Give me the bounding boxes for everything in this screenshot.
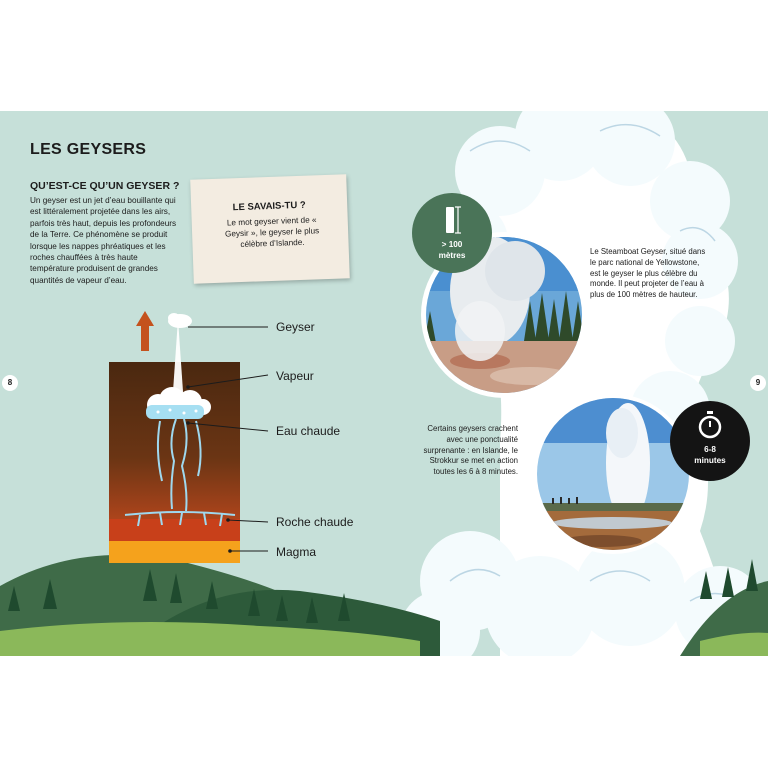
geyser-diagram (100, 301, 360, 581)
note-title: LE SAVAIS-TU ? (232, 199, 306, 214)
magma-layer (109, 541, 240, 563)
label-roche-chaude: Roche chaude (276, 515, 354, 529)
section-heading: QU’EST-CE QU’UN GEYSER ? (30, 180, 180, 192)
interval-badge (670, 401, 750, 481)
did-you-know-note (190, 174, 350, 283)
height-badge (412, 193, 492, 273)
up-arrow-icon (136, 311, 154, 351)
ruler-icon (443, 206, 463, 234)
label-magma: Magma (276, 545, 317, 559)
height-unit: mètres (438, 251, 466, 260)
intro-text: Un geyser est un jet d’eau bouillante qui est littéralement projetée dans les airs, parfois très haut, depuis les profondeurs de la Terre. Ce phénomène se produit lorsque les nappes phréatiques et les roches chauffées à très haute température produisent de grandes quantités de vapeur d’eau. (30, 196, 177, 285)
note-text: Le mot geyser vient de « Geysir », le geyser le plus célèbre d’Islande. (224, 215, 320, 250)
height-value: > 100 (441, 240, 463, 249)
page-title: LES GEYSERS (30, 141, 147, 158)
strokkur-caption: Certains geysers crachent avec une ponctualité surprenante : en Islande, le Strokkur se met en action toutes les 6 à 8 minutes. (423, 424, 518, 477)
steamboat-caption: Le Steamboat Geyser, situé dans le parc national de Yellowstone, est le geyser le plus célèbre du monde. Il peut projeter de l’eau à plus de 100 mètres de hauteur. (590, 247, 706, 300)
interval-unit: minutes (694, 456, 726, 465)
strokkur-geyser-photo (532, 393, 694, 555)
page-number-left: 8 (2, 375, 18, 391)
label-eau-chaude: Eau chaude (276, 424, 341, 438)
label-geyser: Geyser (276, 320, 315, 334)
interval-value: 6-8 (704, 445, 716, 454)
label-vapeur: Vapeur (276, 369, 314, 383)
stopwatch-icon (698, 411, 722, 439)
page-number-right: 9 (750, 375, 766, 391)
book-spread (0, 111, 768, 656)
